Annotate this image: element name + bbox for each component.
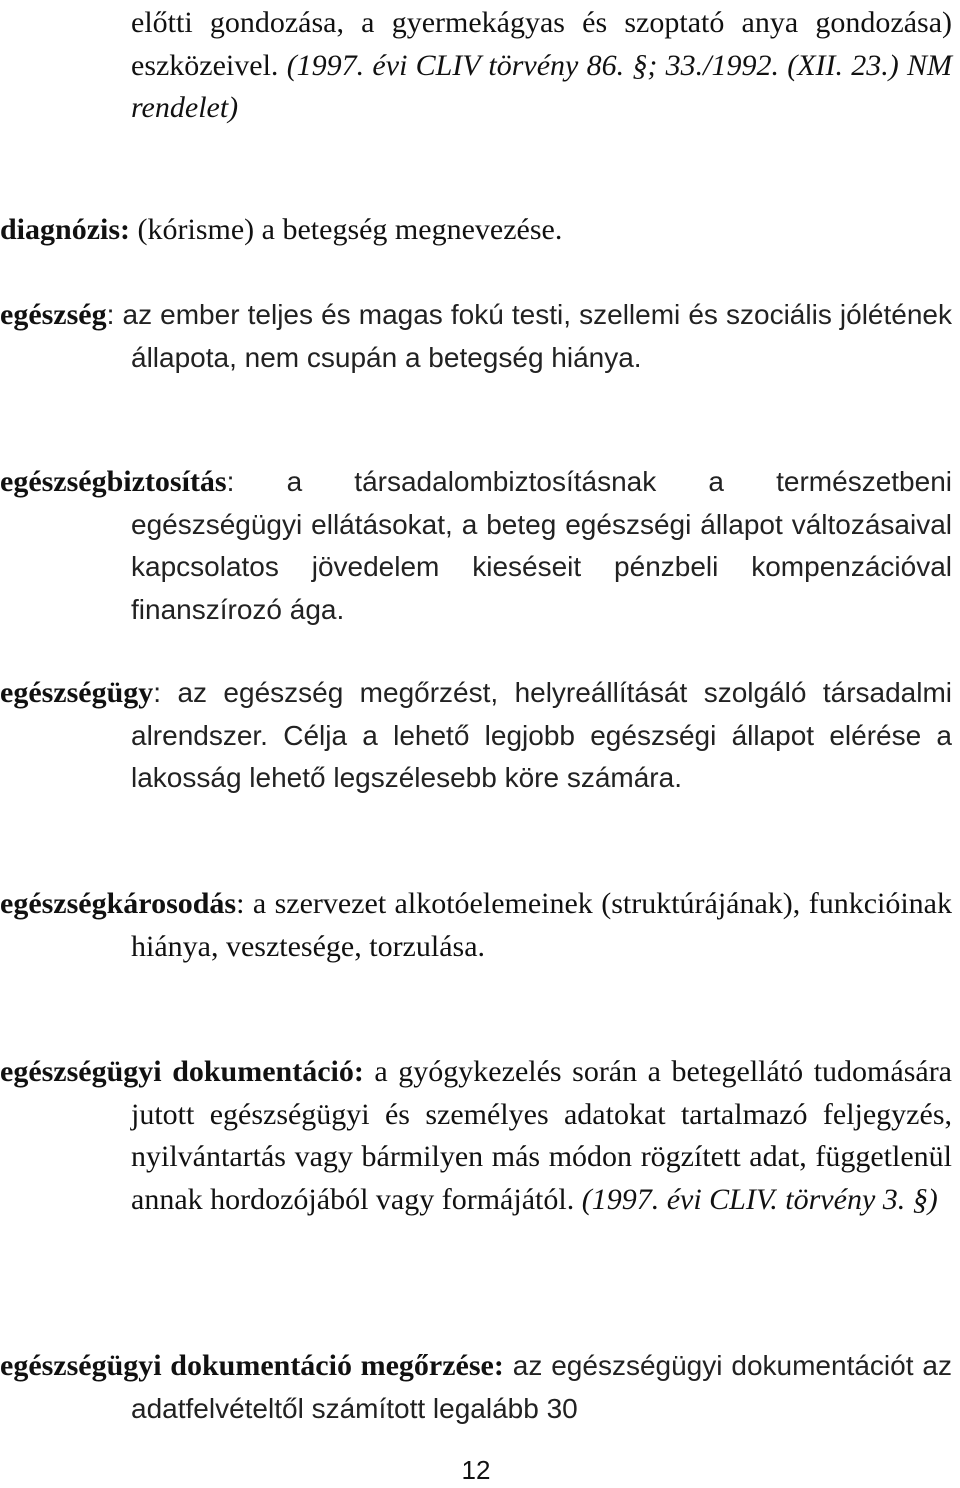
entry-egeszsegbiztositas (0, 461, 952, 631)
entry-egeszsegugyi-dokumentacio (0, 1051, 952, 1221)
entry-term: egészségügyi dokumentáció megőrzése: (0, 1349, 504, 1382)
entry-definition: az egészségügyi dokumentációt az adatfelvételtől számított legalább 30 (131, 1350, 952, 1424)
entry-term: egészség (0, 298, 107, 331)
entry-egeszsegkarosodas (0, 883, 952, 968)
entry-definition: : az ember teljes és magas fokú testi, szellemi és szociális jólétének állapota, nem csupán a betegség hiánya. (106, 299, 952, 373)
entry-definition: : az egészség megőrzést, helyreállítását szolgáló társadalmi alrendszer. Célja a lehető legjobb egészségi állapot elérése a lakosság lehető legszélesebb köre számára. (131, 677, 952, 793)
entry-term: egészségügyi dokumentáció: (0, 1055, 364, 1088)
entry-term: egészségkárosodás (0, 887, 237, 920)
entry-definition: : a szervezet alkotóelemeinek (struktúrájának), funkcióinak hiánya, vesztesége, torzulása. (131, 887, 952, 963)
entry-dokumentacio-megorzese (0, 1345, 952, 1430)
entry-definition: (kórisme) a betegség megnevezése. (130, 213, 563, 246)
entry-diagnozis (0, 209, 952, 252)
entry-term: egészségbiztosítás (0, 465, 227, 498)
entry-egeszseg (0, 294, 952, 379)
entry-definition: : a társadalombiztosításnak a természetbeni egészségügyi ellátásokat, a beteg egészségi állapot változásaival kapcsolatos jövedelem kieséseit pénzbeli kompenzációval finanszírozó ága. (131, 466, 952, 625)
entry-term: diagnózis: (0, 213, 131, 246)
page-number: 12 (461, 1455, 491, 1485)
entry-egeszsegugy (0, 672, 952, 800)
entry-definition: a gyógykezelés során a betegellátó tudomására jutott egészségügyi és személyes adatokat tartalmazó feljegyzés, nyilvántartás vagy bármilyen más módon rögzített adat, függetlenül annak hordozójából vagy formájától. (131, 1055, 953, 1216)
continuation-citation: (1997. évi CLIV törvény 86. §; 33./1992. (XII. 23.) NM rendelet) (131, 48, 952, 124)
entry-citation: (1997. évi CLIV. törvény 3. §) (581, 1182, 938, 1216)
continuation-paragraph (131, 2, 952, 130)
entry-term: egészségügy (0, 676, 154, 709)
continuation-text: előtti gondozása, a gyermekágyas és szoptató anya gondozása) eszközeivel. (131, 6, 952, 82)
